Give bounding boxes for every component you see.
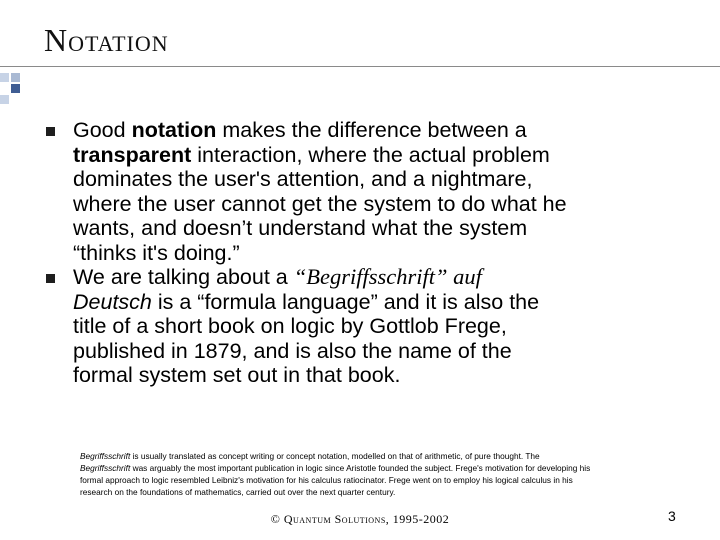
bullet-square-icon [46, 127, 55, 136]
deco-square-4 [0, 95, 9, 104]
bold-term: notation [131, 118, 217, 142]
text-span: Good [73, 118, 132, 142]
italic-term: “Begriffsschrift” auf [293, 264, 482, 289]
italic-term: Begriffsschrift [80, 463, 131, 473]
text-span: is a “formula language” and it is also the [151, 289, 540, 314]
text-line: formal approach to logic resembled Leibniz's motivation for his calculus ratiocinator. Frege went on to employ his logical calculus in his [80, 475, 573, 485]
deco-square-3 [11, 84, 20, 93]
text-line: research on the foundations of mathematics, carried out over the next quarter century. [80, 487, 396, 497]
bullet-list [46, 118, 706, 388]
text-line: title of a short book on logic by Gottlob Frege, [73, 314, 507, 338]
bullet-item [46, 118, 706, 265]
italic-term: Begriffsschrift [80, 451, 131, 461]
deco-square-1 [0, 73, 9, 82]
bullet-square-icon [46, 274, 55, 283]
deco-square-2 [11, 73, 20, 82]
text-span: is usually translated as concept writing or concept notation, modelled on that of arithmetic, of pure thought. The [130, 451, 540, 461]
text-span: interaction, where the actual problem [191, 142, 550, 167]
text-span: makes the difference between a [216, 118, 527, 142]
bullet-item [46, 265, 706, 388]
text-line: published in 1879, and is also the name of the [73, 338, 512, 363]
title-rule [0, 66, 720, 67]
italic-term: Deutsch [73, 289, 152, 314]
slide-title: Notation [44, 22, 169, 58]
footnote [80, 450, 695, 498]
text-span: We are talking about a [73, 265, 294, 289]
text-line: “thinks it's doing.” [73, 240, 240, 265]
text-line: where the user cannot get the system to do what he [73, 191, 567, 216]
text-span: was arguably the most important publication in logic since Aristotle founded the subject. Frege's motivation for developing his [130, 463, 591, 473]
text-line: dominates the user's attention, and a nightmare, [73, 167, 533, 191]
page-number: 3 [668, 508, 676, 524]
footer-copyright: © Quantum Solutions, 1995-2002 [270, 512, 450, 526]
text-line: wants, and doesn’t understand what the system [73, 216, 528, 240]
text-line: formal system set out in that book. [73, 363, 401, 387]
bold-term: transparent [73, 142, 192, 167]
